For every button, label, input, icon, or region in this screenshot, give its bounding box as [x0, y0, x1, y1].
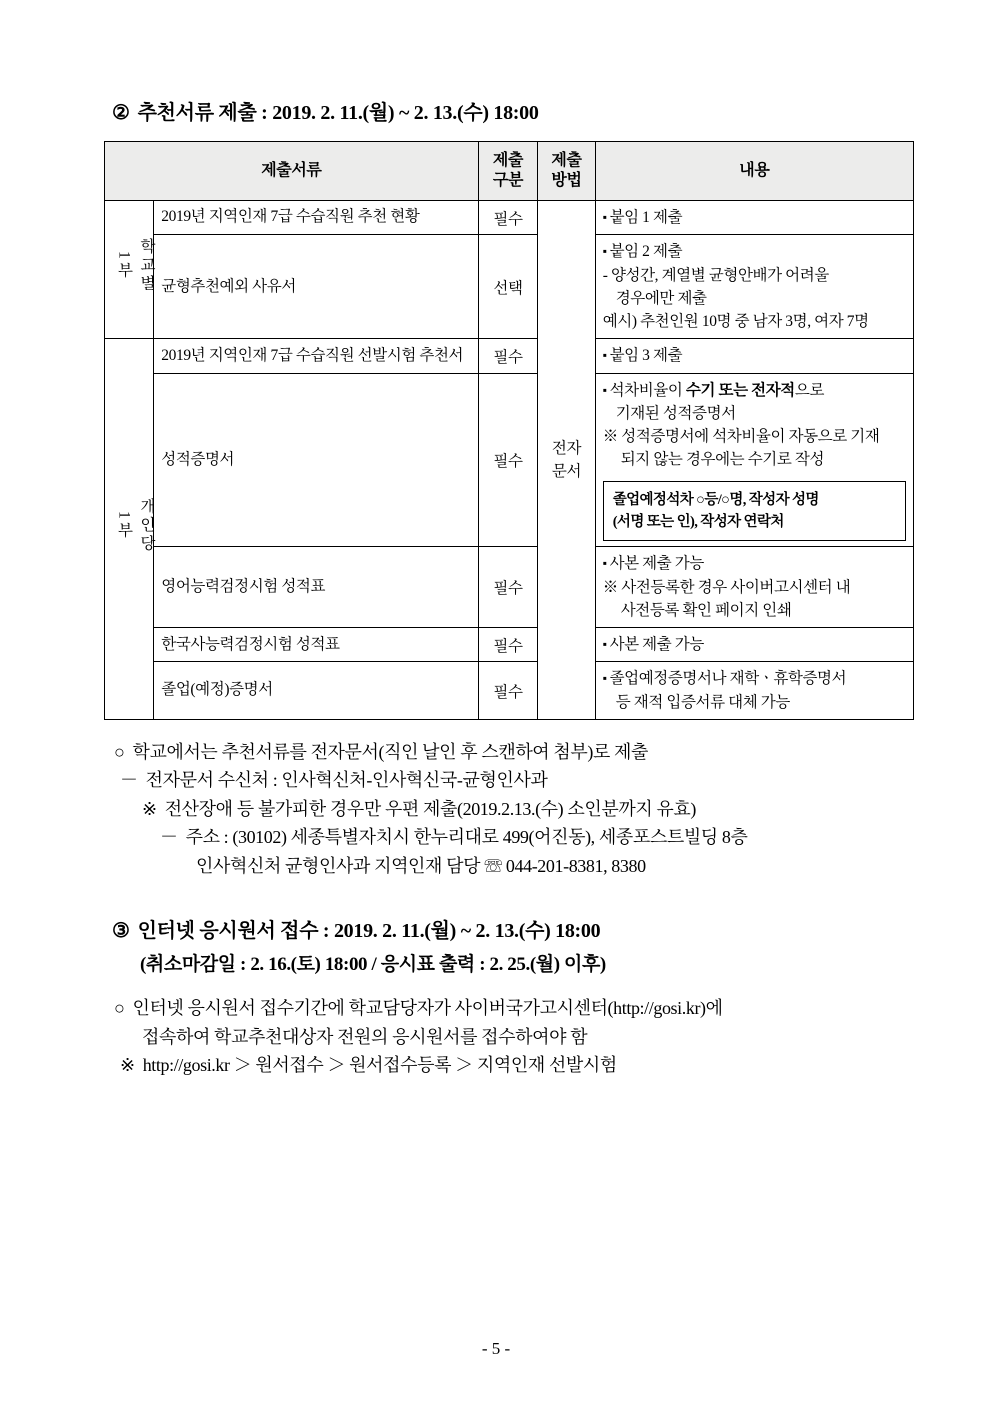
section-3-notes	[84, 994, 908, 1079]
doc-name: 균형추천예외 사유서	[154, 235, 478, 339]
note-item	[120, 1051, 908, 1079]
note-text: 인사혁신처 균형인사과 지역인재 담당 ☏ 044-201-8381, 8380	[196, 855, 646, 876]
section-2-title: 추천서류 제출 : 2019. 2. 11.(월) ~ 2. 13.(수) 18:00	[137, 102, 539, 124]
content-line: ※ 사전등록한 경우 사이버고시센터 내	[602, 578, 851, 596]
note-text: http://gosi.kr ＞ 원서접수 ＞ 원서접수등록 ＞ 지역인재 선발시험	[142, 1055, 617, 1075]
submission-documents-table	[104, 141, 914, 720]
doc-name: 영어능력검정시험 성적표	[154, 547, 478, 628]
note-item	[142, 795, 908, 823]
content-line: ▪ 붙임 2 제출	[603, 240, 906, 263]
section-3-title: 인터넷 응시원서 접수 : 2019. 2. 11.(월) ~ 2. 13.(수) 18:00	[137, 920, 601, 943]
header-content: 내용	[595, 142, 913, 201]
side-label-school: 학교별 1부	[105, 201, 154, 339]
page-number: - 5 -	[481, 1339, 511, 1358]
content-line: ▪ 사본 제출 가능	[603, 633, 906, 656]
header-submission-type-line1: 제출	[492, 152, 524, 169]
note-box-line: (서명 또는 인), 작성자 연락처	[612, 513, 784, 530]
content-line: ※ 성적증명서에 석차비율이 자동으로 기재	[602, 428, 880, 445]
content-line: 기재된 성적증명서	[615, 404, 736, 422]
header-submission-method	[538, 142, 595, 201]
note-item	[160, 823, 908, 851]
table-header-row	[105, 142, 914, 201]
content-line: ▪ 붙임 1 제출	[603, 206, 906, 229]
submission-notes-list	[84, 738, 908, 880]
note-marker: ※	[142, 798, 157, 819]
doc-type: 필수	[478, 547, 538, 628]
note-marker: ○	[114, 741, 125, 762]
side-label-individual: 개인당 1부	[105, 339, 154, 720]
note-marker: ○	[114, 998, 125, 1019]
table-row	[105, 339, 914, 373]
table-row	[105, 547, 914, 628]
note-item	[120, 766, 908, 794]
doc-type: 필수	[478, 373, 538, 547]
note-text: 접속하여 학교추천대상자 전원의 응시원서를 접수하여야 함	[142, 1026, 588, 1047]
note-text: 주소 : (30102) 세종특별자치시 한누리대로 499(어진동), 세종포스트빌딩 8층	[185, 827, 748, 848]
table-row	[105, 201, 914, 235]
doc-name: 졸업(예정)증명서	[154, 662, 478, 720]
section-3-subtitle: (취소마감일 : 2. 16.(토) 18:00 / 응시표 출력 : 2. 25.(월) 이후)	[140, 954, 606, 976]
doc-name: 2019년 지역인재 7급 수습직원 선발시험 추천서	[154, 339, 478, 373]
table-row	[105, 662, 914, 720]
note-marker: ※	[120, 1055, 135, 1075]
header-submission-method-line2: 방법	[551, 172, 582, 189]
table-row	[105, 373, 914, 547]
doc-name: 성적증명서	[154, 373, 478, 547]
doc-type: 필수	[478, 339, 538, 373]
header-documents: 제출서류	[105, 142, 479, 201]
doc-content	[595, 547, 913, 628]
submission-method-value: 전자 문서	[538, 201, 595, 720]
doc-name: 한국사능력검정시험 성적표	[154, 628, 478, 662]
doc-content	[595, 373, 913, 547]
note-marker: －	[120, 770, 138, 791]
content-line: ▪ 졸업예정증명서나 재학ㆍ휴학증명서	[603, 667, 906, 690]
note-text: 전자문서 수신처 : 인사혁신처-인사혁신국-균형인사과	[145, 770, 548, 791]
header-submission-type	[478, 142, 538, 201]
note-marker: －	[160, 827, 178, 848]
doc-type: 필수	[478, 662, 538, 720]
section-2-marker: ②	[112, 102, 130, 124]
content-line: - 양성간, 계열별 균형안배가 어려울	[602, 266, 829, 284]
section-3	[84, 914, 908, 1079]
doc-content	[595, 339, 913, 373]
doc-type: 필수	[478, 201, 538, 235]
content-line: 사전등록 확인 페이지 인쇄	[620, 601, 792, 619]
section-3-marker: ③	[112, 920, 130, 943]
doc-name: 2019년 지역인재 7급 수습직원 추천 현황	[154, 201, 478, 235]
section-3-heading	[112, 914, 908, 943]
content-line: 되지 않는 경우에는 수기로 작성	[620, 451, 825, 469]
note-item	[196, 852, 908, 880]
content-line: ▪ 석차비율이 수기 또는 전자적으로	[603, 379, 906, 402]
header-submission-type-line2: 구분	[492, 172, 524, 189]
content-line: ▪ 사본 제출 가능	[603, 552, 906, 575]
content-line: 예시) 추천인원 10명 중 남자 3명, 여자 7명	[602, 313, 869, 330]
section-2-heading	[112, 96, 908, 125]
content-line: 등 재적 입증서류 대체 가능	[615, 693, 790, 711]
note-text: 학교에서는 추천서류를 전자문서(직인 날인 후 스캔하여 첨부)로 제출	[132, 741, 649, 762]
doc-type: 필수	[478, 628, 538, 662]
doc-type: 선택	[478, 235, 538, 339]
doc-content	[595, 235, 913, 339]
page-footer	[0, 1339, 992, 1359]
note-item	[114, 738, 908, 766]
content-line: ▪ 붙임 3 제출	[603, 344, 906, 367]
note-box-line: 졸업예정석차 ○등/○명, 작성자 성명	[612, 491, 819, 508]
doc-content	[595, 628, 913, 662]
note-text: 전산장애 등 불가피한 경우만 우편 제출(2019.2.13.(수) 소인분까지 유효)	[164, 798, 696, 819]
doc-content	[595, 662, 913, 720]
note-text: 인터넷 응시원서 접수기간에 학교담당자가 사이버국가고시센터(http://gosi.kr)에	[132, 998, 723, 1019]
table-row	[105, 235, 914, 339]
content-line: 경우에만 제출	[615, 289, 707, 307]
note-item	[114, 994, 908, 1022]
header-submission-method-line1: 제출	[551, 152, 582, 169]
grade-note-box	[603, 481, 906, 542]
doc-content	[595, 201, 913, 235]
note-item	[142, 1023, 908, 1051]
table-row	[105, 628, 914, 662]
